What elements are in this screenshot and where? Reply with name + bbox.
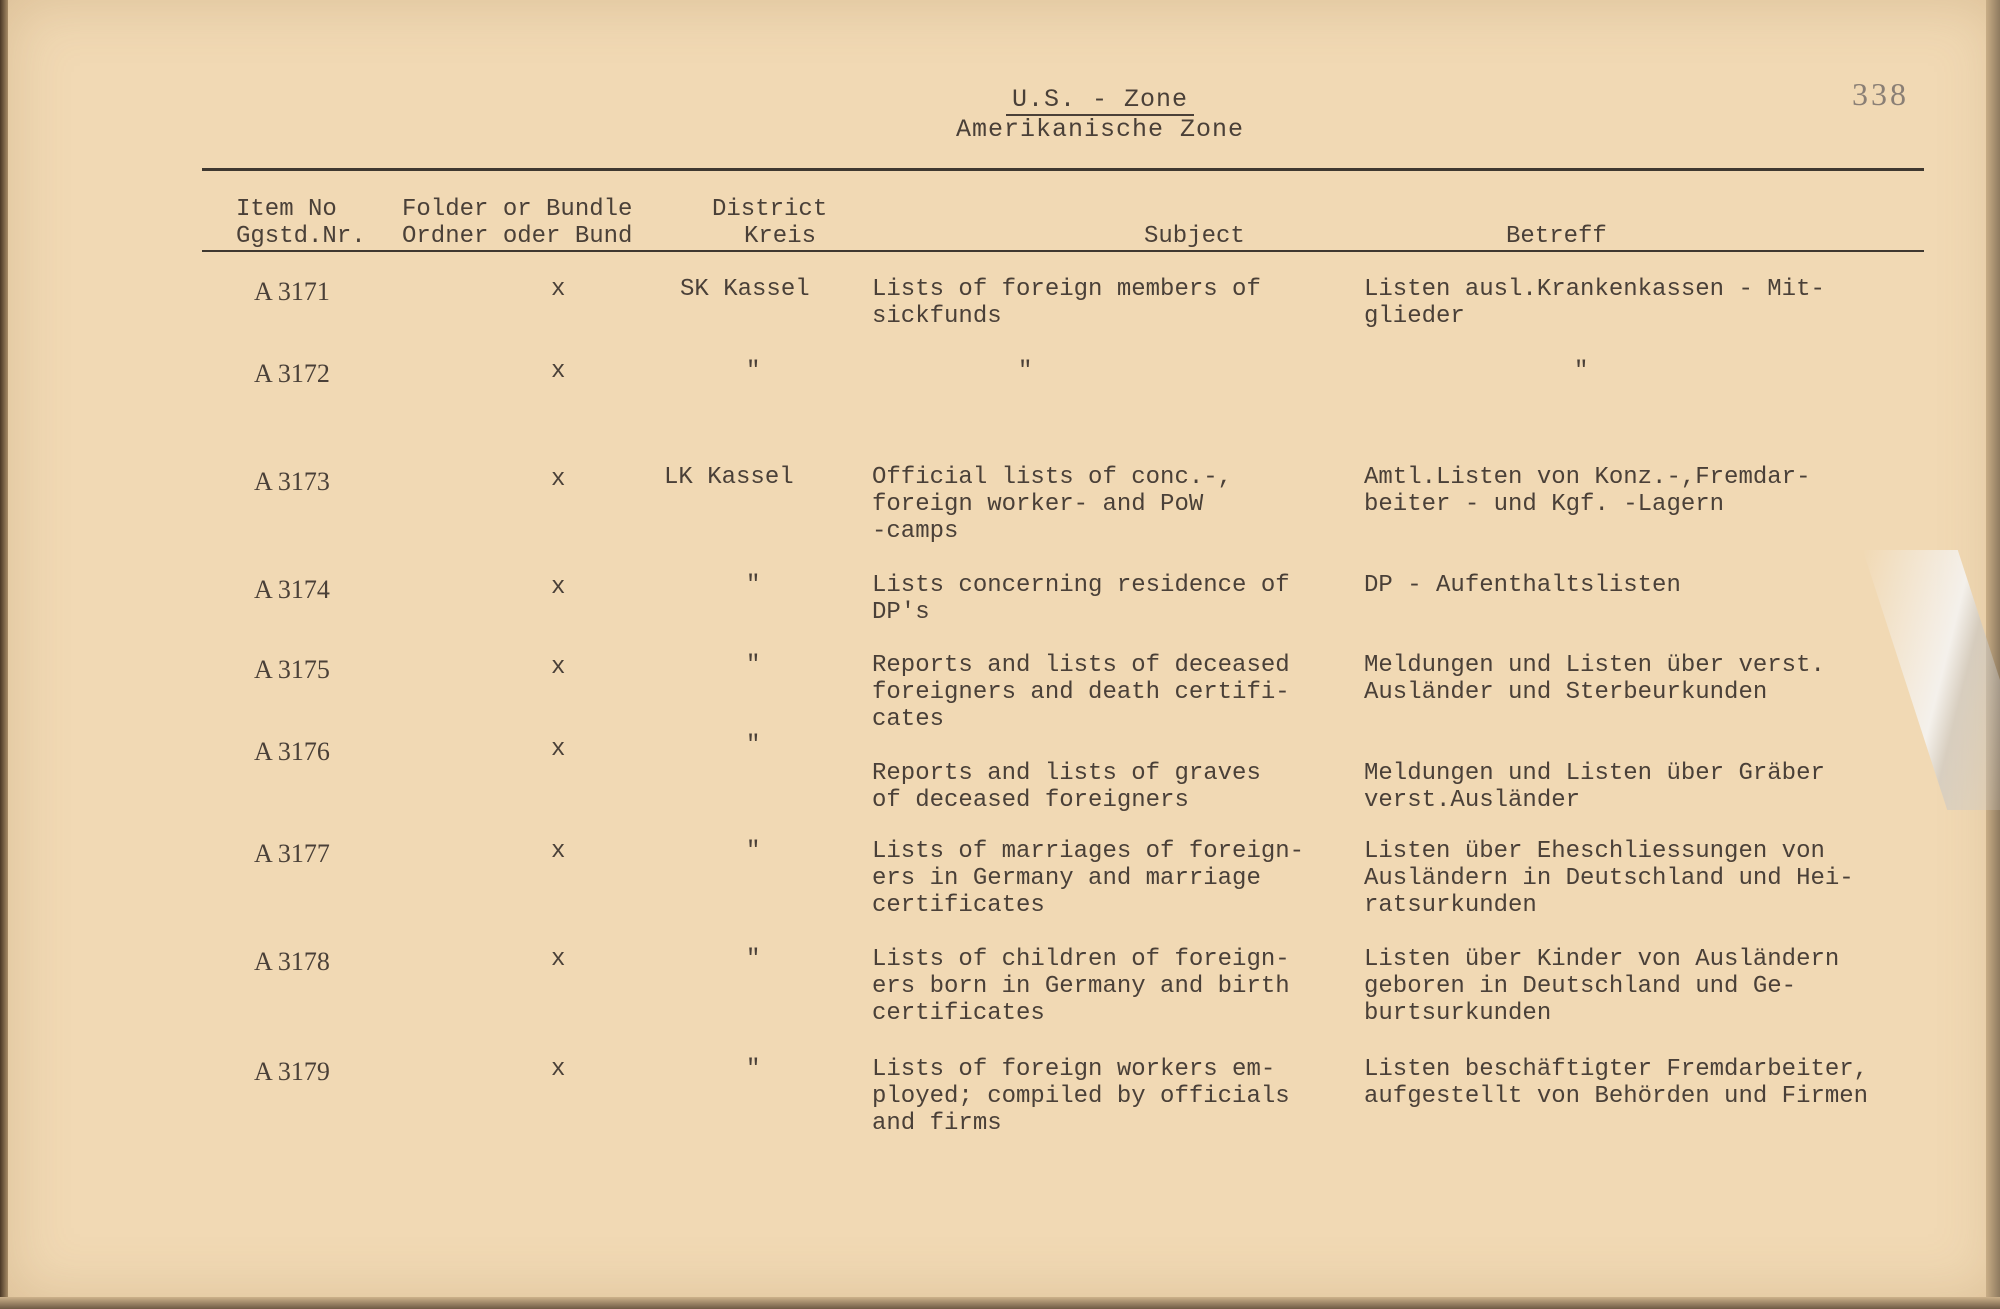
cell-district: " [746, 652, 761, 679]
page-stack-bottom-edge [0, 1297, 2000, 1309]
header-item-no: Item No Ggstd.Nr. [236, 196, 366, 250]
cell-folder: x [551, 946, 566, 973]
cell-folder: x [551, 838, 566, 865]
header-subject: Subject [1144, 223, 1245, 250]
cell-district: " [746, 1056, 761, 1083]
cell-district: " [746, 838, 761, 865]
cell-subject: Lists concerning residence of DP's [872, 572, 1290, 626]
cell-item-no: A 3175 [254, 655, 330, 684]
cell-subject: Lists of children of foreign- ers born in Germany and birth certificates [872, 946, 1290, 1027]
cell-betreff: Listen ausl.Krankenkassen - Mit- glieder [1364, 276, 1825, 330]
header-rule [202, 250, 1924, 252]
cell-folder: x [551, 358, 566, 385]
cell-folder: x [551, 1056, 566, 1083]
cell-item-no: A 3177 [254, 839, 330, 868]
cell-betreff: DP - Aufenthaltslisten [1364, 572, 1681, 599]
cell-betreff: Listen beschäftigter Fremdarbeiter, aufgestellt von Behörden und Firmen [1364, 1056, 1869, 1110]
cell-betreff: Listen über Eheschliessungen von Ausländern in Deutschland und Hei- ratsurkunden [1364, 838, 1854, 919]
cell-district: LK Kassel [664, 464, 794, 491]
cell-subject: Lists of foreign members of sickfunds [872, 276, 1261, 330]
cell-betreff: Meldungen und Listen über verst. Ausländer und Sterbeurkunden [1364, 652, 1825, 706]
cell-item-no: A 3176 [254, 737, 330, 766]
cell-subject: Lists of foreign workers em- ployed; compiled by officials and firms [872, 1056, 1290, 1137]
cell-district: SK Kassel [680, 276, 810, 303]
cell-item-no: A 3178 [254, 947, 330, 976]
header-betreff: Betreff [1506, 223, 1607, 250]
title-line-english: U.S. - Zone [1006, 86, 1194, 116]
cell-subject: Reports and lists of graves of deceased foreigners [872, 760, 1261, 814]
page-number: 338 [1852, 76, 1909, 112]
cell-item-no: A 3171 [254, 277, 330, 306]
cell-district: " [746, 946, 761, 973]
cell-item-no: A 3172 [254, 359, 330, 388]
cell-item-no: A 3174 [254, 575, 330, 604]
cell-folder: x [551, 654, 566, 681]
cell-item-no: A 3173 [254, 467, 330, 496]
header-district: District Kreis [712, 196, 828, 250]
cell-betreff: Amtl.Listen von Konz.-,Fremdar- beiter - und Kgf. -Lagern [1364, 464, 1811, 518]
cell-district: " [746, 358, 761, 385]
cell-subject: Reports and lists of deceased foreigners and death certifi- cates [872, 652, 1290, 733]
cell-district: " [746, 572, 761, 599]
page-binding-edge [0, 0, 8, 1309]
top-rule [202, 168, 1924, 171]
cell-betreff: Meldungen und Listen über Gräber verst.Ausländer [1364, 760, 1825, 814]
cell-betreff: Listen über Kinder von Ausländern geboren in Deutschland und Ge- burtsurkunden [1364, 946, 1840, 1027]
cell-folder: x [551, 276, 566, 303]
cell-betreff: " [1574, 358, 1589, 385]
cell-folder: x [551, 574, 566, 601]
cell-folder: x [551, 466, 566, 493]
cell-folder: x [551, 736, 566, 763]
cell-subject: " [1018, 358, 1033, 385]
page-title [900, 86, 1300, 144]
cell-item-no: A 3179 [254, 1057, 330, 1086]
title-line-german: Amerikanische Zone [955, 115, 1245, 144]
cell-subject: Official lists of conc.-, foreign worker- and PoW -camps [872, 464, 1233, 545]
header-folder: Folder or Bundle Ordner oder Bund [402, 196, 633, 250]
cell-district: " [746, 732, 761, 759]
cell-subject: Lists of marriages of foreign- ers in Germany and marriage certificates [872, 838, 1305, 919]
